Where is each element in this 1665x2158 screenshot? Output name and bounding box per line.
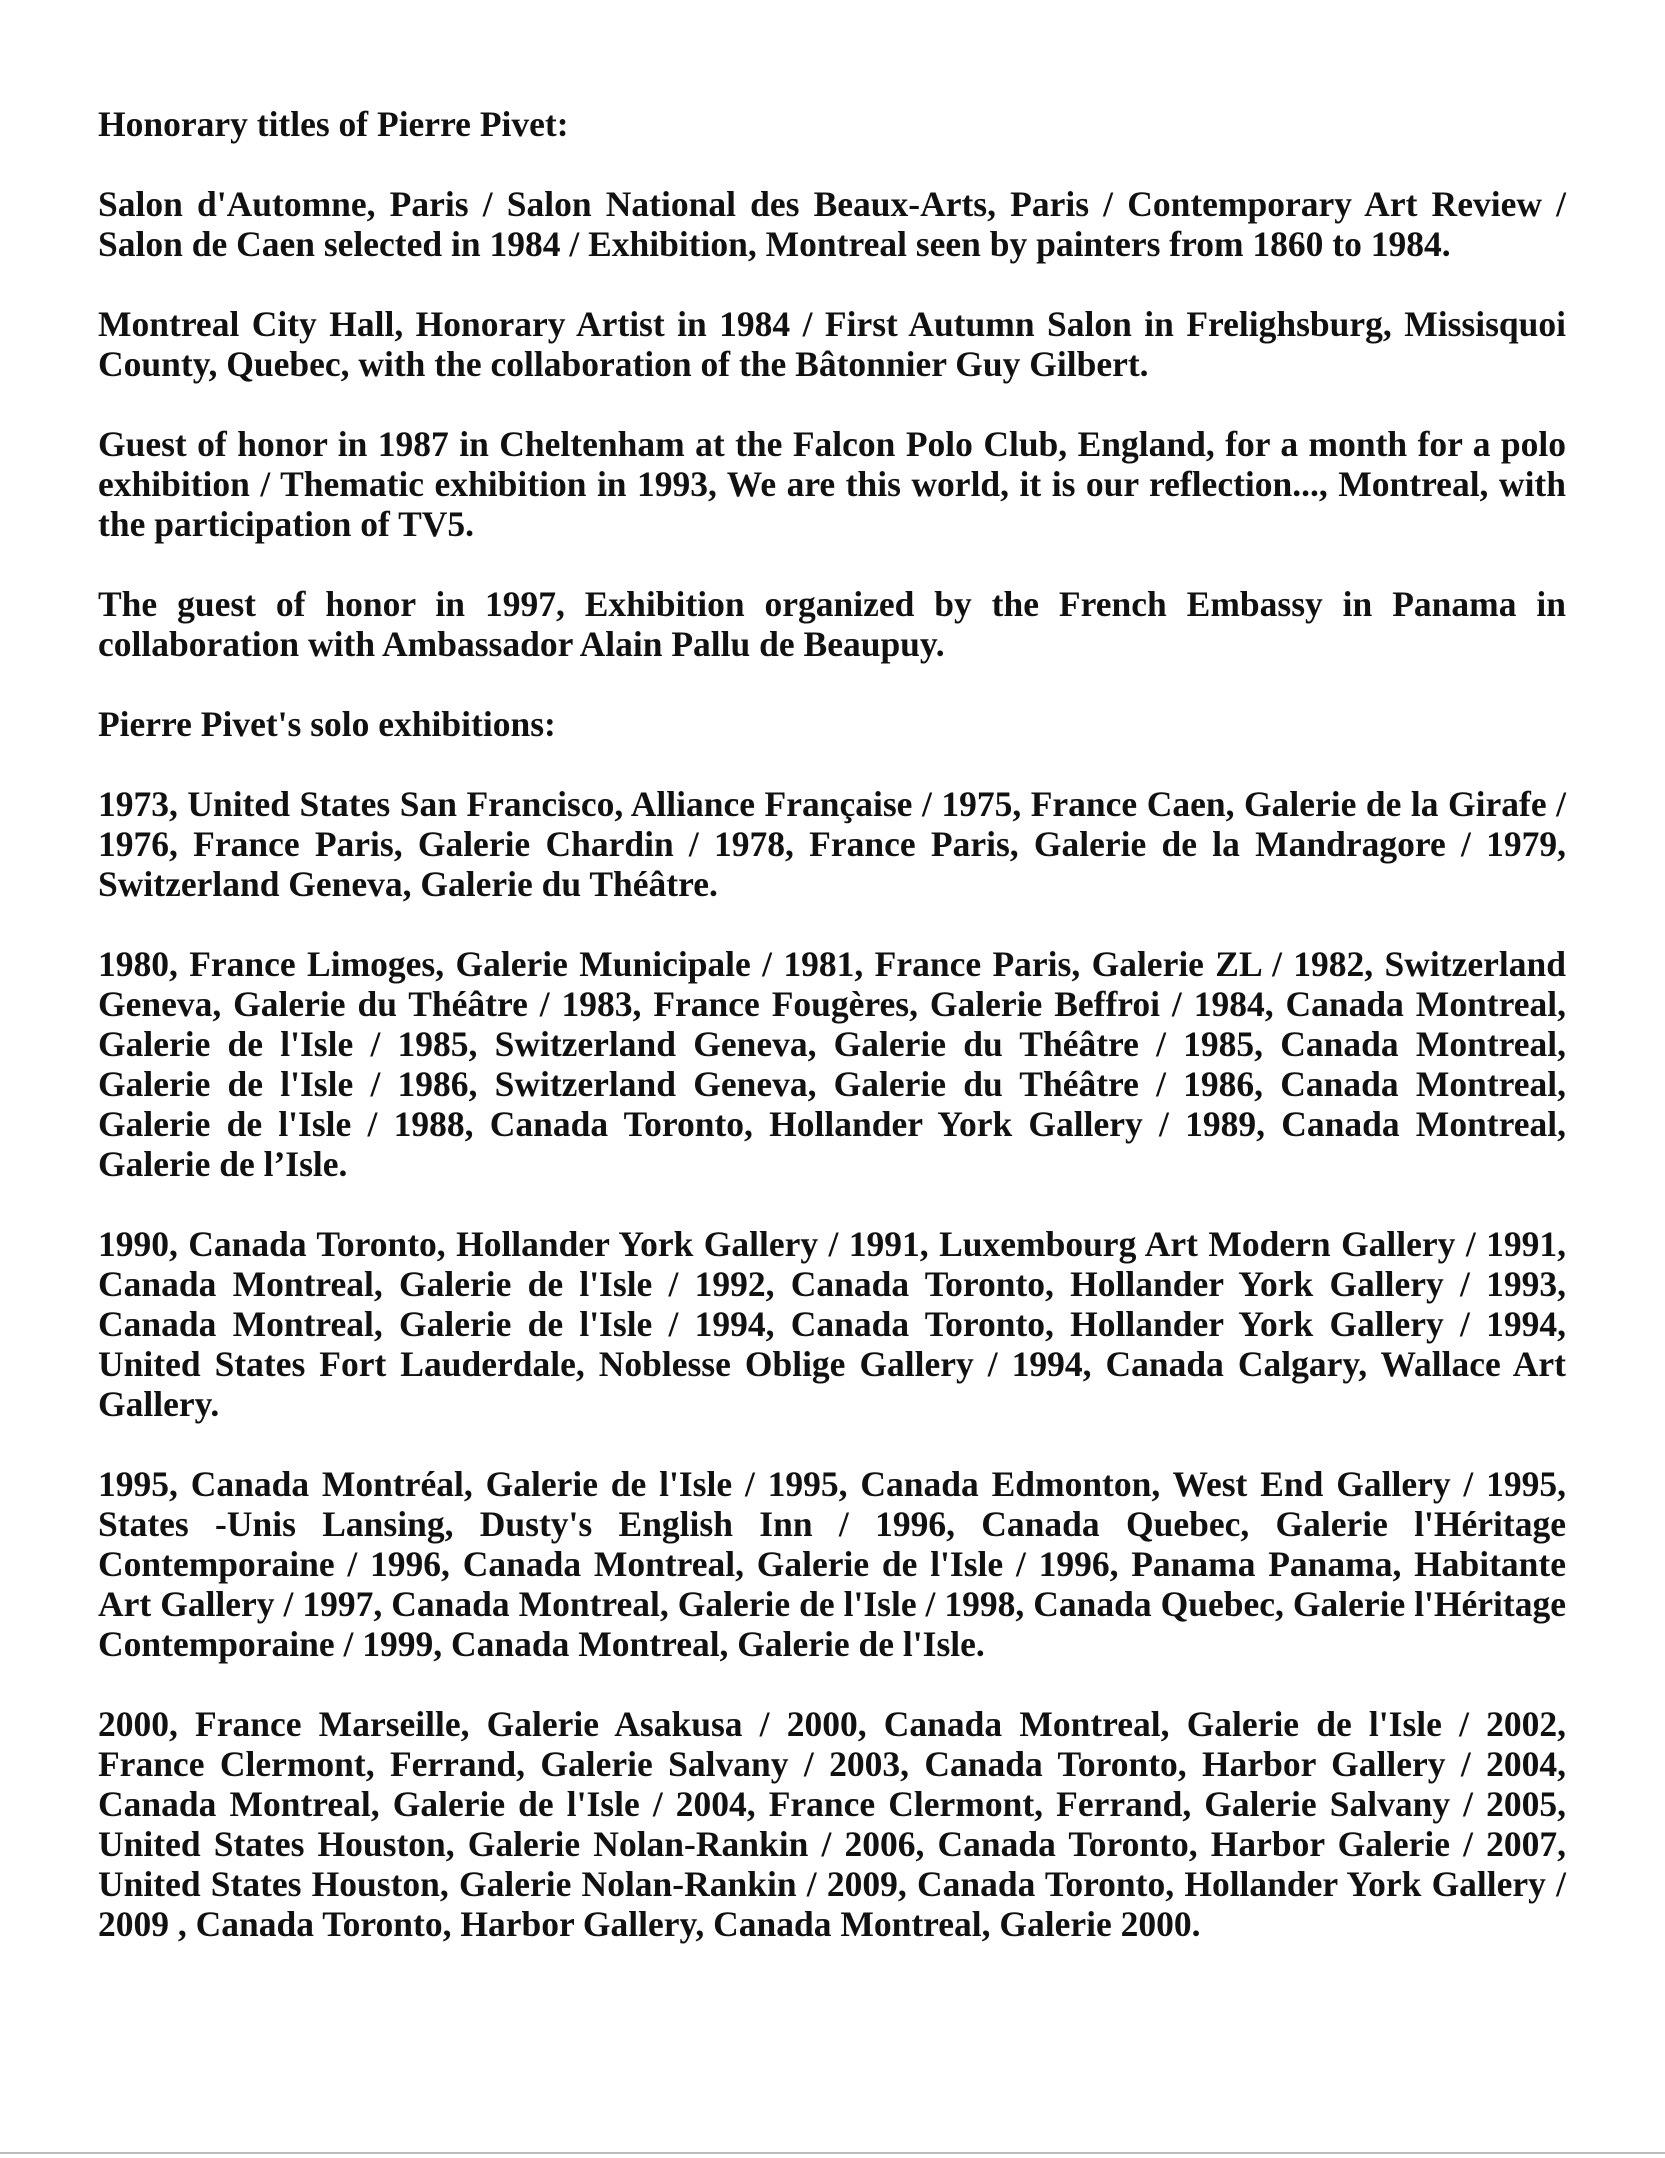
honorary-titles-heading: Honorary titles of Pierre Pivet: [98,104,569,144]
solo-paragraph-1980s: 1980, France Limoges, Galerie Municipale / 1981, France Paris, Galerie ZL / 1982, Switzerland Geneva, Galerie du Théâtre / 1983, France Fougères, Galerie Beffroi / 1984, Canada Montreal, Galerie de l'Isle / 1985, Switzerland Geneva, Galerie du Théâtre / 1985, Canada Montreal, Galerie de l'Isle / 1986, Switzerland Geneva, Galerie du Théâtre / 1986, Canada Montreal, Galerie de l'Isle / 1988, Canada Toronto, Hollander York Gallery / 1989, Canada Montreal, Galerie de l’Isle. [98,944,1566,1184]
solo-paragraph-2000s: 2000, France Marseille, Galerie Asakusa / 2000, Canada Montreal, Galerie de l'Isle / 2002, France Clermont, Ferrand, Galerie Salvany / 2003, Canada Toronto, Harbor Gallery / 2004, Canada Montreal, Galerie de l'Isle / 2004, France Clermont, Ferrand, Galerie Salvany / 2005, United States Houston, Galerie Nolan-Rankin / 2006, Canada Toronto, Harbor Galerie / 2007, United States Houston, Galerie Nolan-Rankin / 2009, Canada Toronto, Hollander York Gallery / 2009 , Canada Toronto, Harbor Gallery, Canada Montreal, Galerie 2000. [98,1704,1566,1944]
document-page [98,104,1566,1984]
honorary-paragraph-1: Salon d'Automne, Paris / Salon National des Beaux-Arts, Paris / Contemporary Art Review / Salon de Caen selected in 1984 / Exhibition, Montreal seen by painters from 1860 to 1984. [98,184,1566,264]
honorary-paragraph-2: Montreal City Hall, Honorary Artist in 1984 / First Autumn Salon in Frelighsburg, Missisquoi County, Quebec, with the collaboration of the Bâtonnier Guy Gilbert. [98,304,1566,384]
solo-paragraph-1990-1994: 1990, Canada Toronto, Hollander York Gallery / 1991, Luxembourg Art Modern Gallery / 1991, Canada Montreal, Galerie de l'Isle / 1992, Canada Toronto, Hollander York Gallery / 1993, Canada Montreal, Galerie de l'Isle / 1994, Canada Toronto, Hollander York Gallery / 1994, United States Fort Lauderdale, Noblesse Oblige Gallery / 1994, Canada Calgary, Wallace Art Gallery. [98,1224,1566,1424]
solo-paragraph-1995-1999: 1995, Canada Montréal, Galerie de l'Isle / 1995, Canada Edmonton, West End Gallery / 1995, States -Unis Lansing, Dusty's English Inn / 1996, Canada Quebec, Galerie l'Héritage Contemporaine / 1996, Canada Montreal, Galerie de l'Isle / 1996, Panama Panama, Habitante Art Gallery / 1997, Canada Montreal, Galerie de l'Isle / 1998, Canada Quebec, Galerie l'Héritage Contemporaine / 1999, Canada Montreal, Galerie de l'Isle. [98,1464,1566,1664]
solo-paragraph-1970s: 1973, United States San Francisco, Alliance Française / 1975, France Caen, Galerie de la Girafe / 1976, France Paris, Galerie Chardin / 1978, France Paris, Galerie de la Mandragore / 1979, Switzerland Geneva, Galerie du Théâtre. [98,784,1566,904]
honorary-paragraph-3: Guest of honor in 1987 in Cheltenham at the Falcon Polo Club, England, for a month for a polo exhibition / Thematic exhibition in 1993, We are this world, it is our reflection..., Montreal, with the participation of TV5. [98,424,1566,544]
honorary-paragraph-4: The guest of honor in 1997, Exhibition organized by the French Embassy in Panama in collaboration with Ambassador Alain Pallu de Beaupuy. [98,584,1566,664]
solo-exhibitions-heading: Pierre Pivet's solo exhibitions: [98,704,556,744]
page-bottom-edge [0,2152,1665,2154]
